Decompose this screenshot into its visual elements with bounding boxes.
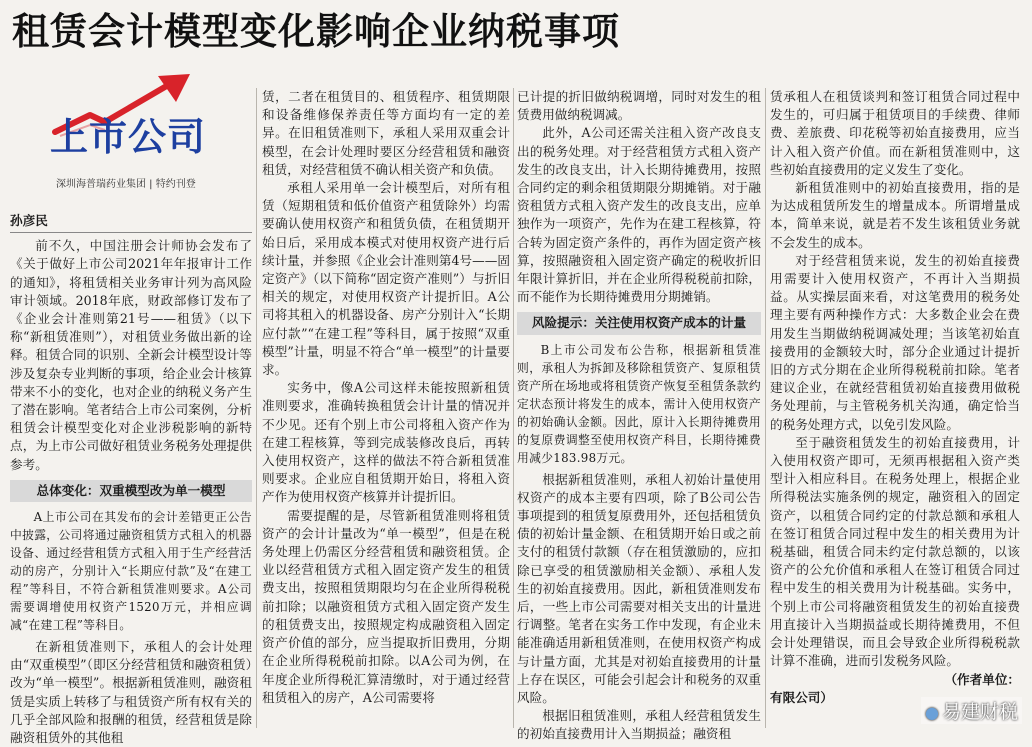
paragraph: 至于融资租赁发生的初始直接费用，计入使用权资产即可，无须再根据租入资产类型计入相应科目。在税务处理上，根据企业所得税法实施条例的规定，融资租入的固定资产，以租赁合同约定的付款总额和承租人在签订租赁合同过程中发生的相关费用为计税基础，租赁合同未约定付款总额的，以该资产的公允价值和承租人在签订租赁合同过程中发生的相关费用为计税基础。实务中，个别上市公司将融资租赁发生的初始直接费用直接计入当期损益或长期待摊费用，不但会计处理错误，而且会导致企业所得税税款计算不准确，进而引发税务风险。 — [770, 434, 1020, 669]
paragraph: 前不久，中国注册会计师协会发布了《关于做好上市公司2021年年报审计工作的通知》，将租赁相关业务审计列为高风险审计领域。2018年底，财政部修订发布了《企业会计准则第21号——租赁》（以下称“新租赁准则”），对租赁业务做出新的诠释。租赁合同的识别、全新会计模型设计等涉及复杂专业判断的事项，给企业会计核算带来不小的变化，也对企业的纳税义务产生了潜在影响。笔者结合上市公司案例，分析租赁会计模型变化对企业涉税影响的新特点，为上市公司做好租赁业务税务处理提供参考。 — [10, 238, 252, 472]
paragraph: 已计提的折旧做纳税调增，同时对发生的租赁费用做纳税调减。 — [517, 89, 761, 123]
paragraph: 实务中，像A公司这样未能按照新租赁准则要求，准确转换租赁会计计量的情况并不少见。还有个别上市公司将租入资产作为在建工程核算，等到完成装修改良后，再转入使用权资产，这样的做法不符合新租赁准则要求。企业应自租赁期开始日，将租入资产作为使用权资产核算并计提折旧。 — [262, 380, 510, 505]
watermark — [921, 697, 1022, 724]
paragraph: 根据旧租赁准则，承租人经营租赁发生的初始直接费用计入当期损益；融资租 — [517, 708, 761, 742]
section-heading: 风险提示：关注使用权资产成本的计量 — [517, 312, 761, 334]
paragraph: 赁承租人在租赁谈判和签订租赁合同过程中发生的，可归属于租赁项目的手续费、律师费、差旅费、印花税等初始直接费用，应当计入租入资产价值。而在新租赁准则中，这些初始直接费用的定义发生了变化。 — [770, 89, 1020, 177]
author-affiliation: （作者单位： — [944, 671, 1020, 687]
paragraph: 赁，二者在租赁目的、租赁程序、租赁期限和设备维修保养责任等方面均有一定的差异。在旧租赁准则下，承租人采用双重会计模型，在会计处理时要区分经营租赁和融资租赁，对经营租赁不确认相关资产和负债。 — [262, 89, 510, 177]
logo-text: 上市公司 — [50, 115, 207, 159]
watermark-text: 易建财税 — [941, 701, 1018, 723]
paragraph: 需要提醒的是，尽管新租赁准则将租赁资产的会计计量改为“单一模型”，但是在税务处理上仍需区分经营租赁和融资租赁。企业以经营租赁方式租入固定资产发生的租赁费支出，按照租赁期限均匀在企业所得税税前扣除；以融资租赁方式租入固定资产发生的租赁费支出，按照规定构成融资租入固定资产价值的部分，应当提取折旧费用，分期在企业所得税税前扣除。以A公司为例，在年度企业所得税汇算清缴时，对于通过经营租赁租入的房产，A公司需要将 — [262, 507, 510, 705]
column-4 — [770, 88, 1020, 728]
case-box: B上市公司发布公告称，根据新租赁准则，承租人为拆卸及移除租赁资产、复原租赁资产所在场地或将租赁资产恢复至租赁条款约定状态预计将发生的成本，需计入使用权资产的初始确认金额。因此，原计入长期待摊费用的复原费调整至使用权资产科目，长期待摊费用减少183.98万元。 — [517, 342, 761, 465]
case-box: A上市公司在其发布的会计差错更正公告中披露，公司将通过融资租赁方式租入的机器设备、通过经营租赁方式租入用于生产经营活动的房产，分别计入“长期应付款”及“在建工程”等科目，不符合新租赁准则要求。A公司需要调增使用权资产1520万元，并相应调减“在建工程”等科目。 — [10, 510, 252, 633]
column-2 — [262, 88, 510, 728]
paragraph: 在新租赁准则下，承租人的会计处理由“双重模型”（即区分经营租赁和融资租赁）改为“单一模型”。根据新租赁准则，融资租赁是实质上转移了与租赁资产所有权有关的几乎全部风险和报酬的租赁，经营租赁是除融资租赁外的其他租 — [10, 639, 252, 746]
paragraph: 新租赁准则中的初始直接费用，指的是为达成租赁所发生的增量成本。所谓增量成本，简单来说，就是若不发生该租赁业务就不会发生的成本。 — [770, 180, 1020, 250]
logo-sponsor: 深圳海普瑞药业集团 | 特约刊登 — [56, 179, 196, 190]
author: 孙彦民 — [10, 212, 252, 233]
paragraph: 对于经营租赁来说，发生的初始直接费用需要计入使用权资产，不再计入当期损益。从实操层面来看，对这笔费用的税务处理主要有两种操作方式：大多数企业会在费用发生当期做纳税调减处理；当该笔初始直接费用的金额较大时，部分企业通过计提折旧的方式分期在企业所得税税前扣除。笔者建议企业，在就经营租赁初始直接费用做税务处理前，与主管税务机关沟通，确定恰当的税务处理方式，以免引发风险。 — [770, 252, 1020, 432]
column-divider — [256, 88, 257, 728]
column-1 — [10, 70, 252, 746]
wechat-icon: ● — [925, 703, 939, 722]
paragraph: 根据新租赁准则，承租人初始计量使用权资产的成本主要有四项，除了B公司公告事项提到的租赁复原费用外，还包括租赁负债的初始计量金额、在租赁期开始日或之前支付的租赁付款额（存在租赁激励的，应扣除已享受的租赁激励相关金额）、承租人发生的初始直接费用。因此，新租赁准则发布后，一些上市公司需要对相关支出的计量进行调整。笔者在实务工作中发现，有企业未能准确适用新租赁准则，在使用权资产构成与计量方面，尤其是对初始直接费用的计量上存在误区，可能会引起会计和税务的双重风险。 — [517, 471, 761, 706]
author-affiliation: 有限公司） — [770, 689, 833, 705]
headline: 租赁会计模型变化影响企业纳税事项 — [12, 10, 620, 53]
column-divider — [765, 88, 766, 728]
paragraph: 承租人采用单一会计模型后，对所有租赁（短期租赁和低价值资产租赁除外）均需要确认使用权资产和租赁负债，在租赁期开始日后，采用成本模式对使用权资产进行后续计量，并参照《企业会计准则第4号——固定资产》（以下简称“固定资产准则”）与折旧相关的规定，对使用权资产计提折旧。A公司将其租入的机器设备、房产分别计入“长期应付款”“在建工程”等科目，属于按照“双重模型”计量，明显不符合“单一模型”的计量要求。 — [262, 180, 510, 378]
column-divider — [513, 88, 514, 728]
section-heading: 总体变化：双重模型改为单一模型 — [10, 480, 252, 502]
column-3 — [517, 88, 761, 742]
paragraph: 此外，A公司还需关注租入资产改良支出的税务处理。对于经营租赁方式租入资产发生的改良支出，计入长期待摊费用，按照合同约定的剩余租赁期限分期摊销。对于融资租赁方式租入资产发生的改良支出，应单独作为一项资产，先作为在建工程核算，符合转为固定资产条件的，再作为固定资产核算，按照融资租入固定资产确定的税收折旧年限计算折旧，并在企业所得税税前扣除，而不能作为长期待摊费用分期摊销。 — [517, 125, 761, 305]
listed-company-logo — [10, 70, 252, 206]
